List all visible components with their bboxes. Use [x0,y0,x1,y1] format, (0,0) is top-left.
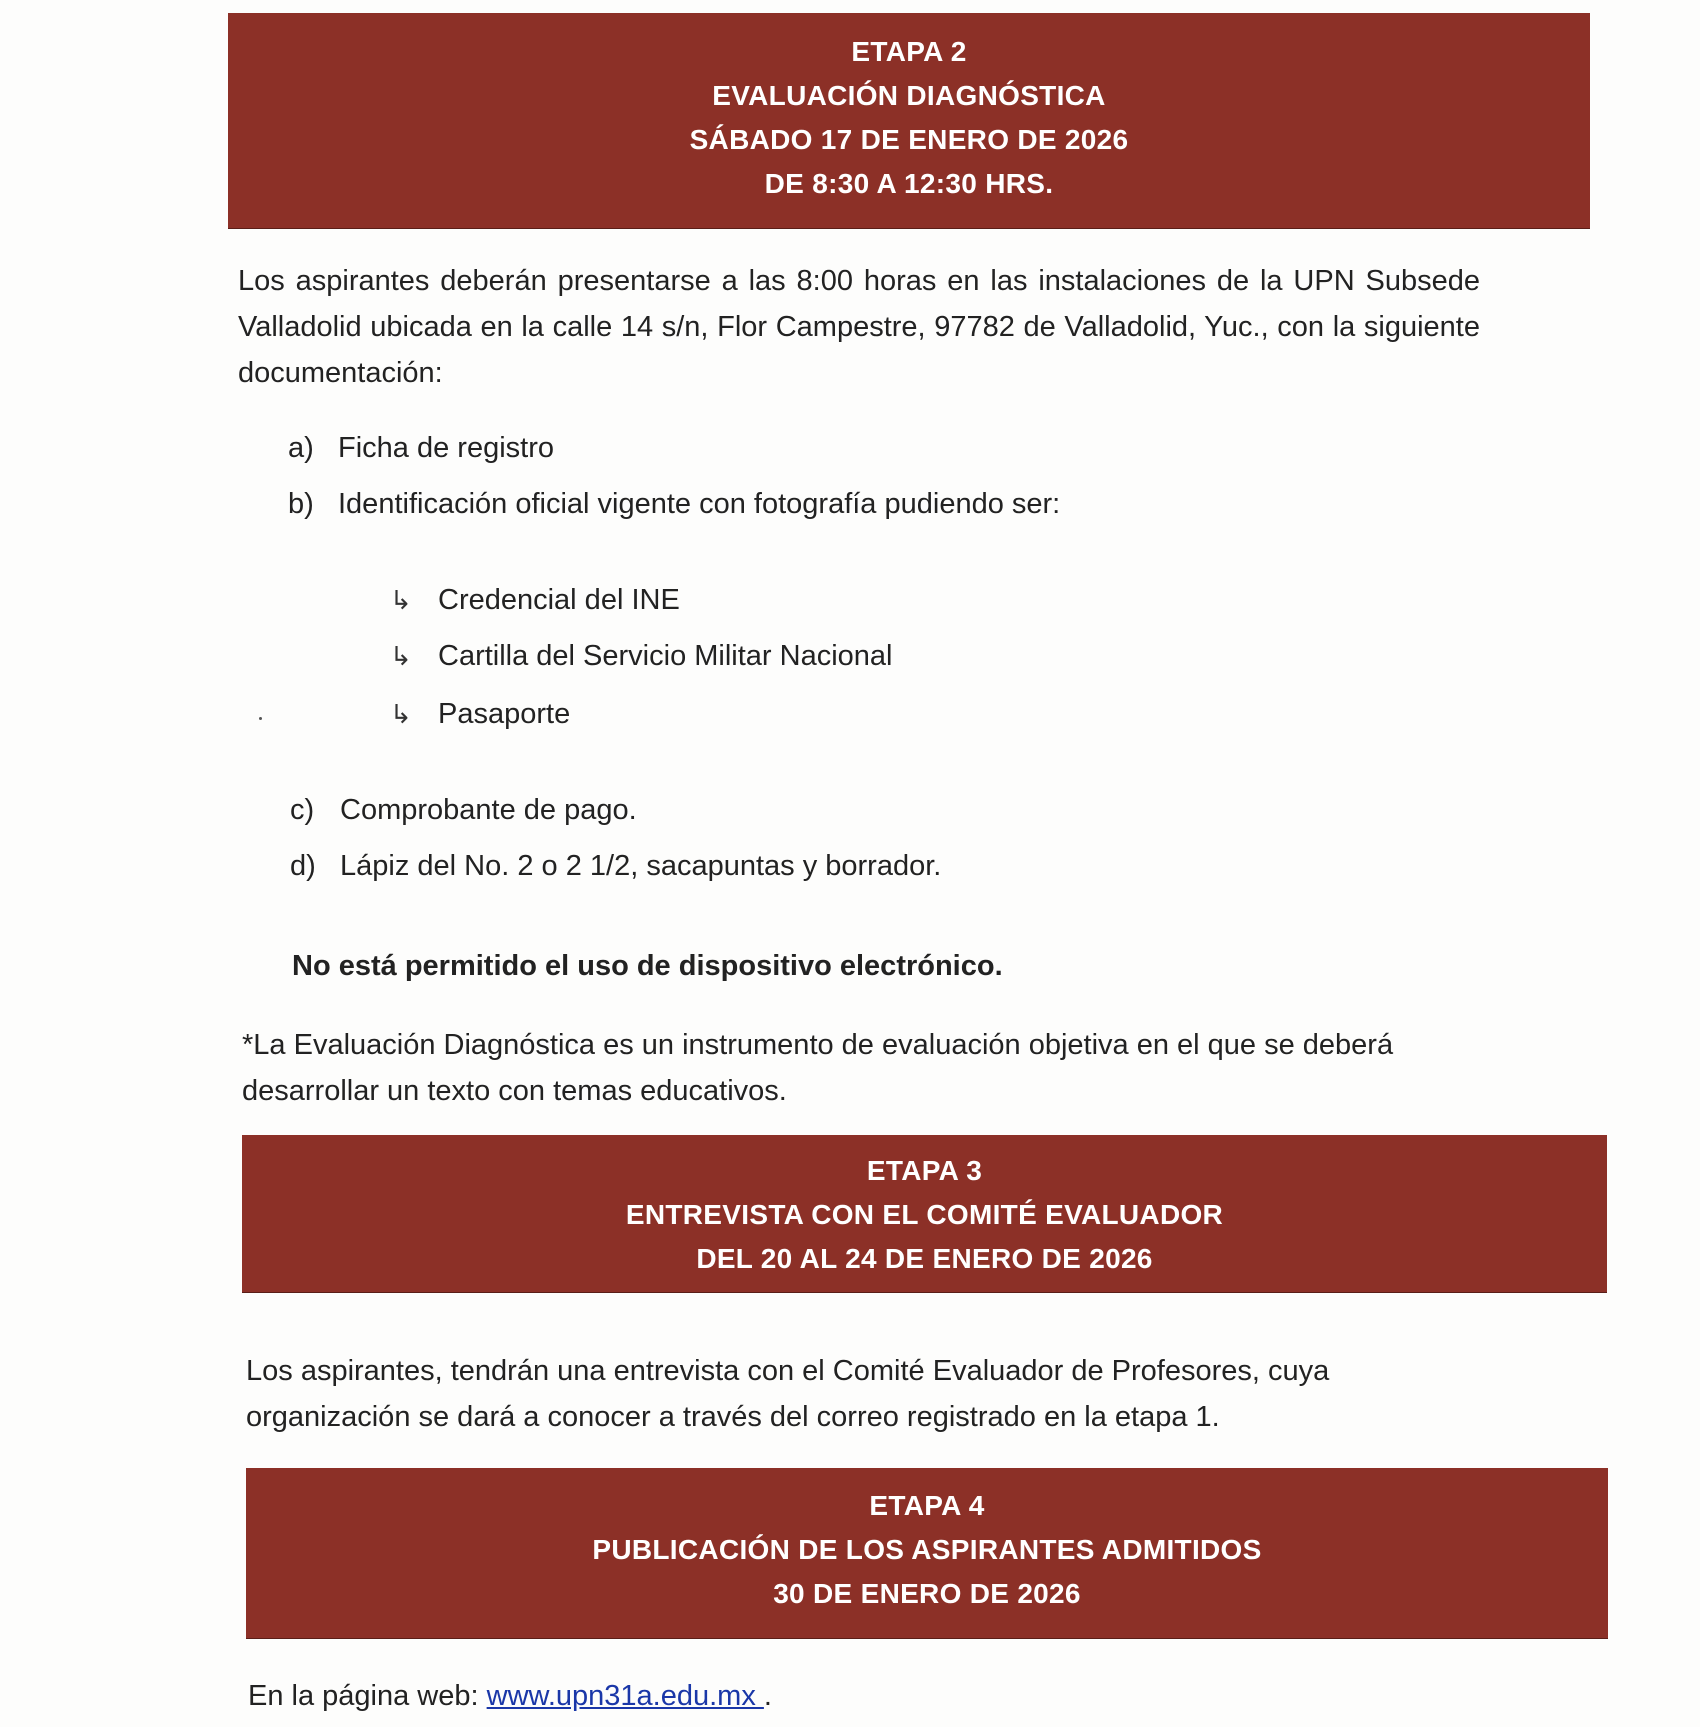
website-link[interactable]: www.upn31a.edu.mx [486,1680,764,1712]
requirement-d [290,846,941,886]
requirement-marker: c) [290,794,315,826]
id-option-pasaporte [390,694,570,734]
stage4-subtitle: PUBLICACIÓN DE LOS ASPIRANTES ADMITIDOS [592,1534,1262,1565]
device-warning: No está permitido el uso de dispositivo electrónico. [292,950,1003,982]
requirement-a [288,428,554,468]
id-option-ine [390,580,680,620]
website-line [248,1673,772,1719]
stage4-banner [246,1468,1608,1638]
requirement-text: Identificación oficial vigente con fotografía pudiendo ser: [338,488,1061,520]
stage3-banner [242,1135,1607,1292]
stage2-time: DE 8:30 A 12:30 HRS. [764,168,1054,199]
scan-speck [259,717,262,720]
requirement-c [290,790,637,830]
stage3-title: ETAPA 3 [866,1155,983,1186]
hook-arrow-icon: ↳ [390,699,412,729]
website-prefix: En la página web: [248,1680,487,1712]
evaluation-note: *La Evaluación Diagnóstica es un instrumento de evaluación objetiva en el que se deberá desarrollar un texto con temas educativos. [242,1029,1394,1107]
stage4-title: ETAPA 4 [869,1490,985,1521]
hook-arrow-icon: ↳ [390,641,412,671]
intro-paragraph: Los aspirantes deberán presentarse a las 8:00 horas en las instalaciones de la UPN Subsede Valladolid ubicada en la calle 14 s/n, Flor Campestre, 97782 de Valladolid, Yuc., con la siguiente documentación: [238,265,1480,389]
requirement-text: Comprobante de pago. [340,794,637,826]
requirement-text: Lápiz del No. 2 o 2 1/2, sacapuntas y borrador. [340,850,942,882]
stage2-subtitle: EVALUACIÓN DIAGNÓSTICA [712,80,1106,111]
requirement-text: Ficha de registro [338,432,554,464]
stage3-subtitle: ENTREVISTA CON EL COMITÉ EVALUADOR [625,1199,1224,1230]
id-option-cartilla [390,636,892,676]
stage2-banner [228,13,1590,228]
requirement-b [288,484,1060,524]
requirement-marker: d) [290,850,316,882]
id-option-text: Pasaporte [438,698,571,730]
stage2-title: ETAPA 2 [851,36,967,67]
interview-paragraph: Los aspirantes, tendrán una entrevista con el Comité Evaluador de Profesores, cuya organización se dará a conocer a través del correo registrado en la etapa 1. [246,1355,1330,1433]
id-option-text: Credencial del INE [438,584,680,616]
requirement-marker: a) [288,432,314,464]
stage4-date: 30 DE ENERO DE 2026 [773,1578,1081,1609]
id-option-text: Cartilla del Servicio Militar Nacional [438,640,893,672]
requirement-marker: b) [288,488,314,520]
website-suffix: . [763,1680,772,1712]
stage2-date: SÁBADO 17 DE ENERO DE 2026 [689,124,1129,155]
stage3-date: DEL 20 AL 24 DE ENERO DE 2026 [696,1243,1153,1274]
hook-arrow-icon: ↳ [390,585,412,615]
